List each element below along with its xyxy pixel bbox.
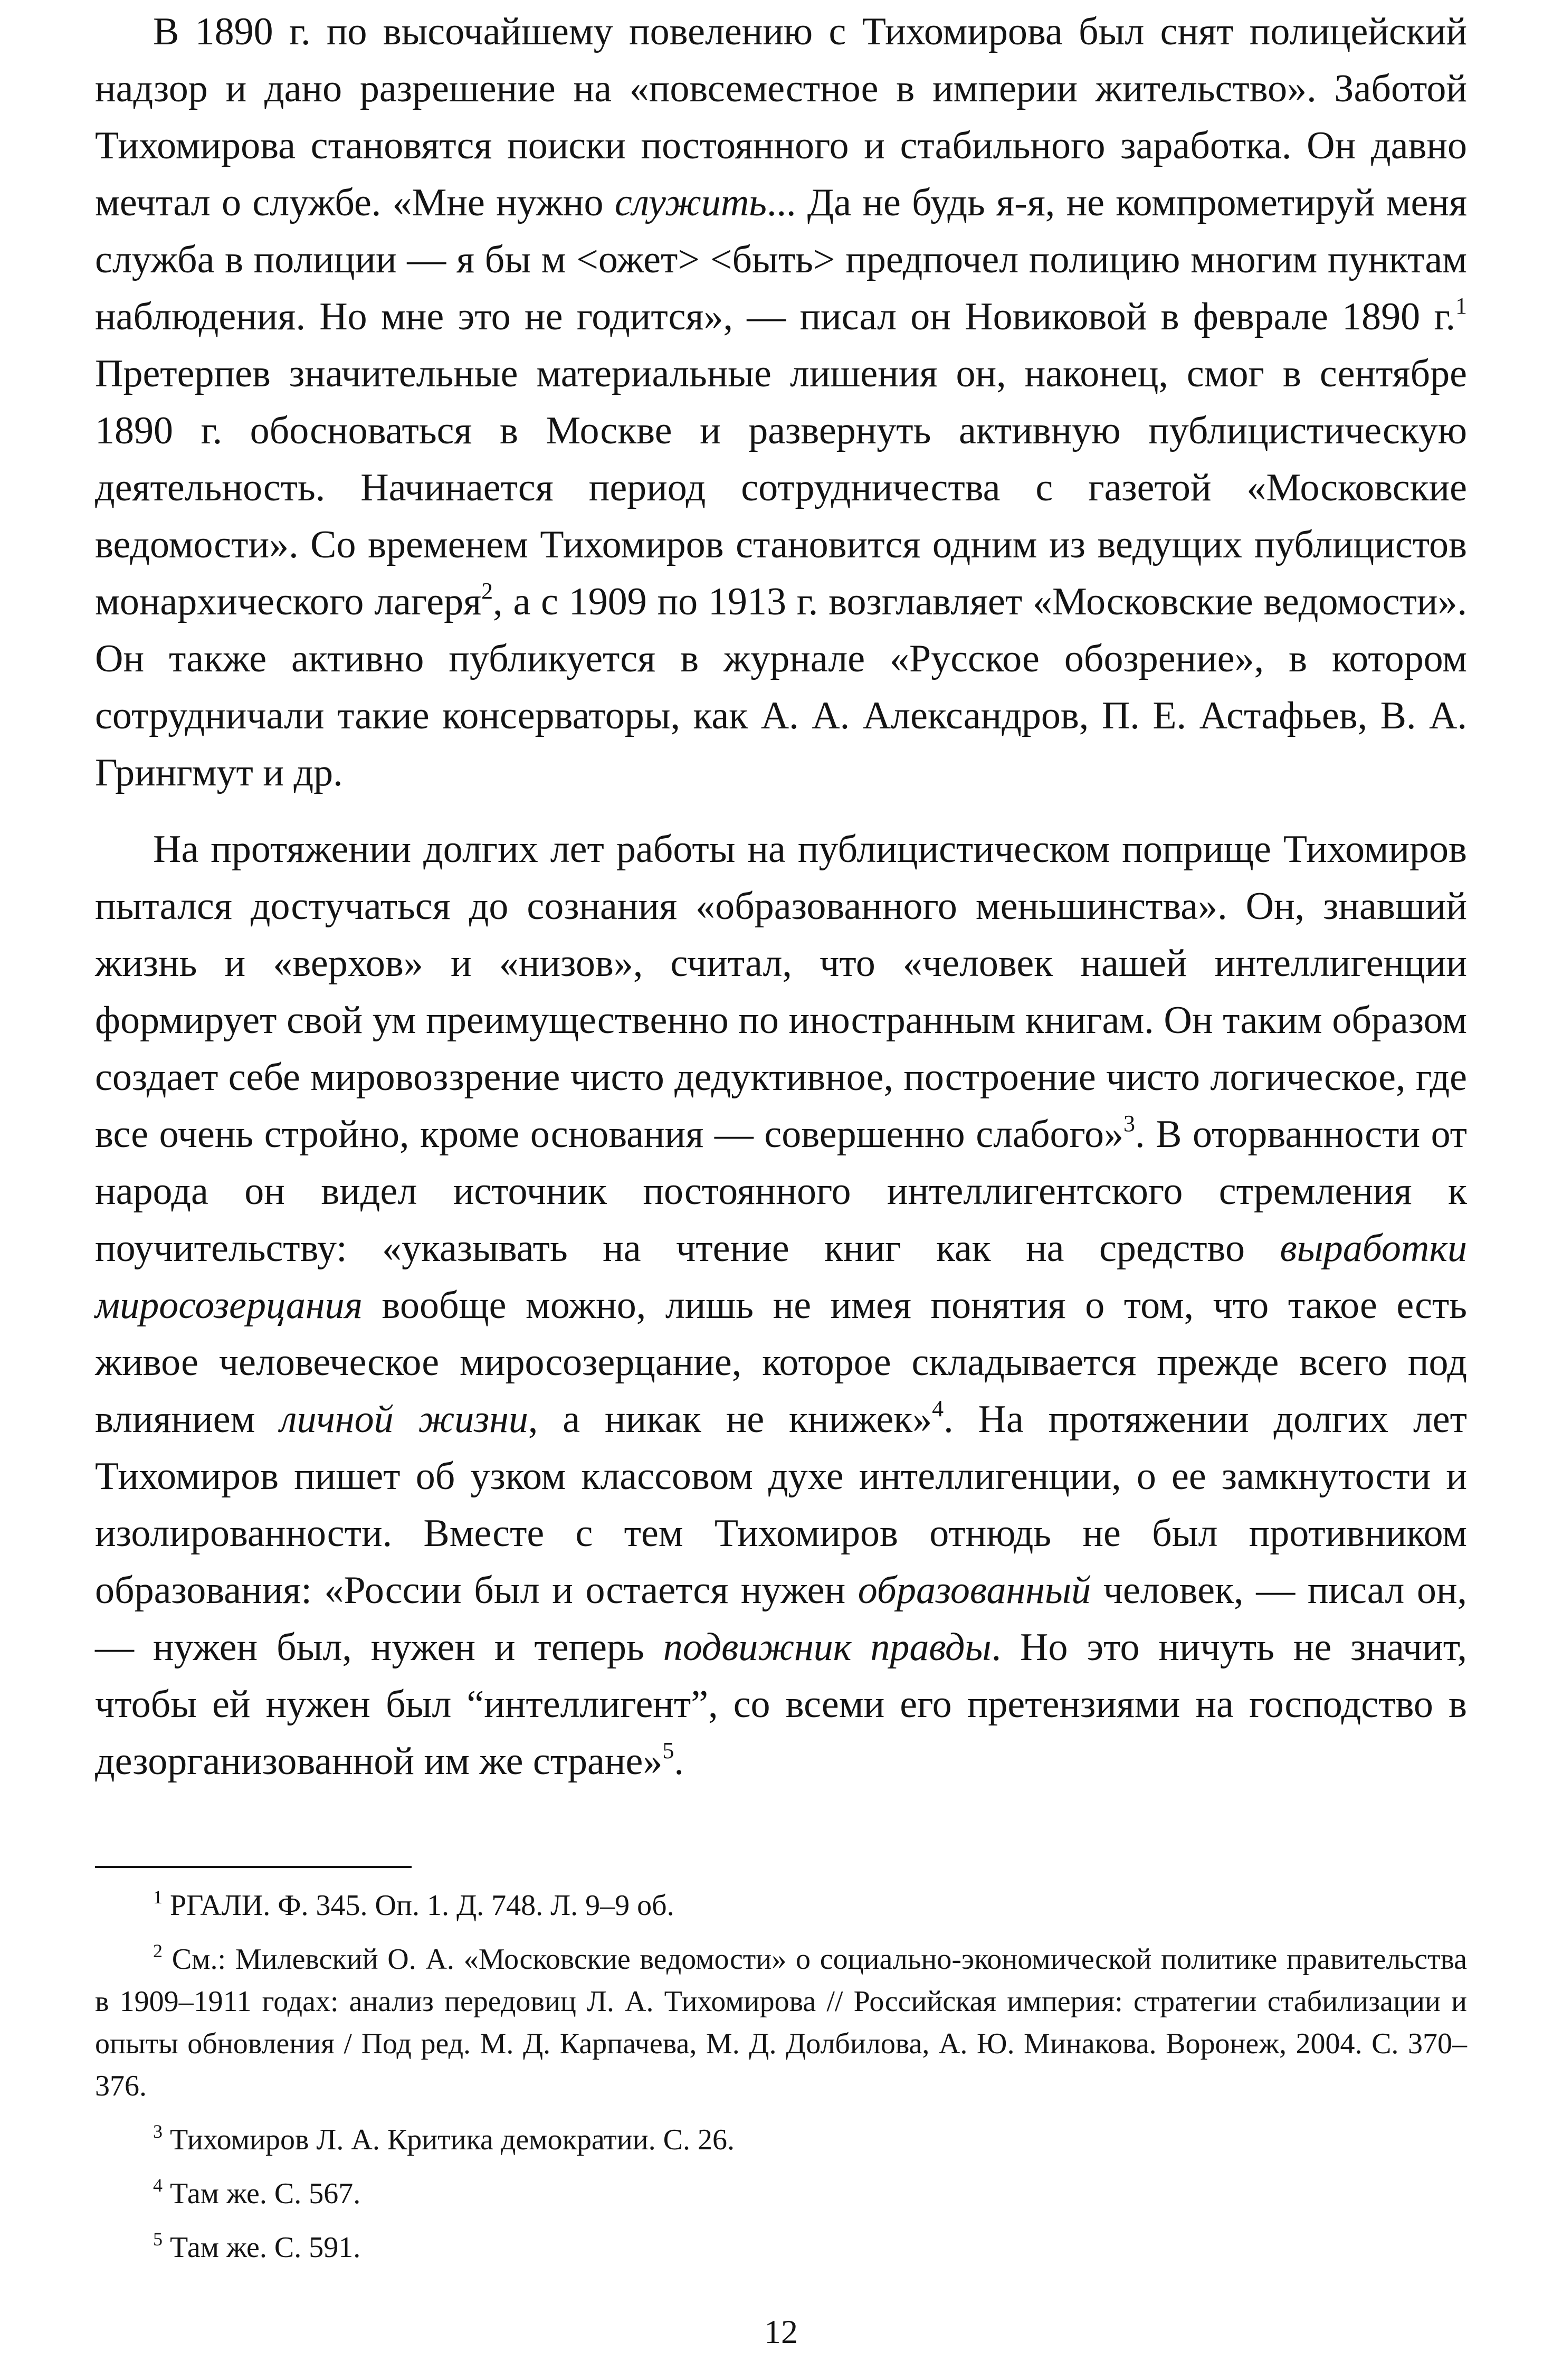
footnote-marker: 4	[153, 2175, 163, 2196]
footnote-5	[95, 2226, 1467, 2269]
text-run: Претерпев значительные материальные лишения он, наконец, смог в сентябре 1890 г. обосноваться в Москве и развернуть активную публицистическую деятельность. Начинается период сотрудничества с газетой «Московские ведомости». Со временем Тихомиров становится одним из ведущих публицистов монархического лагеря	[95, 352, 1467, 623]
footnote-4	[95, 2173, 1467, 2215]
text-run: . В оторванности от народа он видел источник постоянного интеллигентского стремления к поучительству: «указывать на чтение книг как на средство	[95, 1113, 1468, 1270]
footnote-reference: 1	[1455, 293, 1467, 319]
footnote-marker: 1	[153, 1886, 163, 1908]
text-run: человек, — писал он, — нужен был, нужен и теперь	[95, 1569, 1467, 1669]
text-run: , а никак не книжек»	[528, 1398, 932, 1441]
text-run: . Но это ничуть не значит, чтобы ей нужен был “интеллигент”, со всеми его претензиями на господство в дезорганизованной им же стране»	[95, 1626, 1467, 1783]
paragraph-2	[95, 821, 1467, 1790]
text-run: . На протяжении долгих лет Тихомиров пишет об узком классовом духе интеллигенции, о ее замкнутости и изолированности. Вместе с тем Тихомиров отнюдь не был противником образования: «России был и остается нужен	[95, 1398, 1467, 1612]
text-run: .	[674, 1740, 684, 1783]
footnote-text: Там же. С. 567.	[170, 2177, 361, 2210]
text-run: вообще можно, лишь не имея понятия о том, что такое есть живое человеческое миросозерцание, которое складывается прежде всего под влиянием	[95, 1284, 1467, 1441]
footnote-text: РГАЛИ. Ф. 345. Оп. 1. Д. 748. Л. 9–9 об.	[170, 1889, 674, 1922]
footnote-reference: 2	[481, 578, 493, 604]
footnote-marker: 5	[153, 2229, 163, 2250]
text-run: На протяжении долгих лет работы на публицистическом поприще Тихомиров пытался достучаться до сознания «образованного меньшинства». Он, знавший жизнь и «верхов» и «низов», считал, что «человек нашей интеллигенции формирует свой ум преимущественно по иностранным книгам. Он таким образом создает себе мировоззрение чисто дедуктивное, построение чисто логическое, где все очень стройно, кроме основания — совершенно слабого»	[95, 828, 1467, 1156]
footnote-text: Тихомиров Л. А. Критика демократии. С. 26.	[170, 2123, 735, 2156]
footnote-separator	[95, 1866, 412, 1868]
italic-phrase: служить	[614, 181, 767, 224]
text-run: ... Да не будь я-я, не компрометируй меня служба в полиции — я бы м <ожет> <быть> предпочел полицию многим пунктам наблюдения. Но мне это не годится», — писал он Новиковой в феврале 1890 г.	[95, 181, 1468, 338]
italic-phrase: образованный	[858, 1569, 1091, 1612]
footnote-reference: 3	[1123, 1111, 1136, 1136]
italic-phrase: личной жизни	[280, 1398, 528, 1441]
footnote-text: Там же. С. 591.	[170, 2231, 361, 2264]
footnote-1	[95, 1884, 1467, 1927]
footnotes	[95, 1884, 1467, 2280]
footnote-marker: 3	[153, 2121, 163, 2142]
text-run: , а с 1909 по 1913 г. возглавляет «Московские ведомости». Он также активно публикуется в журнале «Русское обозрение», в котором сотрудничали такие консерваторы, как А. А. Александров, П. Е. Астафьев, В. А. Грингмут и др.	[95, 580, 1468, 794]
italic-phrase: подвижник правды	[663, 1626, 992, 1669]
text-run: В 1890 г. по высочайшему повелению с Тихомирова был снят полицейский надзор и дано разрешение на «повсеместное в империи жительство». Заботой Тихомирова становятся поиски постоянного и стабильного заработка. Он давно мечтал о службе. «Мне нужно	[95, 10, 1467, 224]
paragraph-1	[95, 3, 1467, 801]
footnote-marker: 2	[153, 1940, 163, 1961]
italic-phrase: выработки миросозерцания	[95, 1227, 1467, 1327]
footnote-3	[95, 2119, 1467, 2161]
footnote-reference: 5	[662, 1738, 674, 1763]
footnote-2	[95, 1938, 1467, 2107]
footnote-text: См.: Милевский О. А. «Московские ведомости» о социально-экономической политике правительства в 1909–1911 годах: анализ передовиц Л. А. Тихомирова // Российская империя: стратегии стабилизации и опыты обновления / Под ред. М. Д. Карпачева, М. Д. Долбилова, А. Ю. Минакова. Воронеж, 2004. С. 370–376.	[95, 1943, 1467, 2102]
book-page	[95, 0, 1467, 2380]
page-number: 12	[764, 2313, 798, 2350]
footnote-reference: 4	[932, 1396, 944, 1421]
